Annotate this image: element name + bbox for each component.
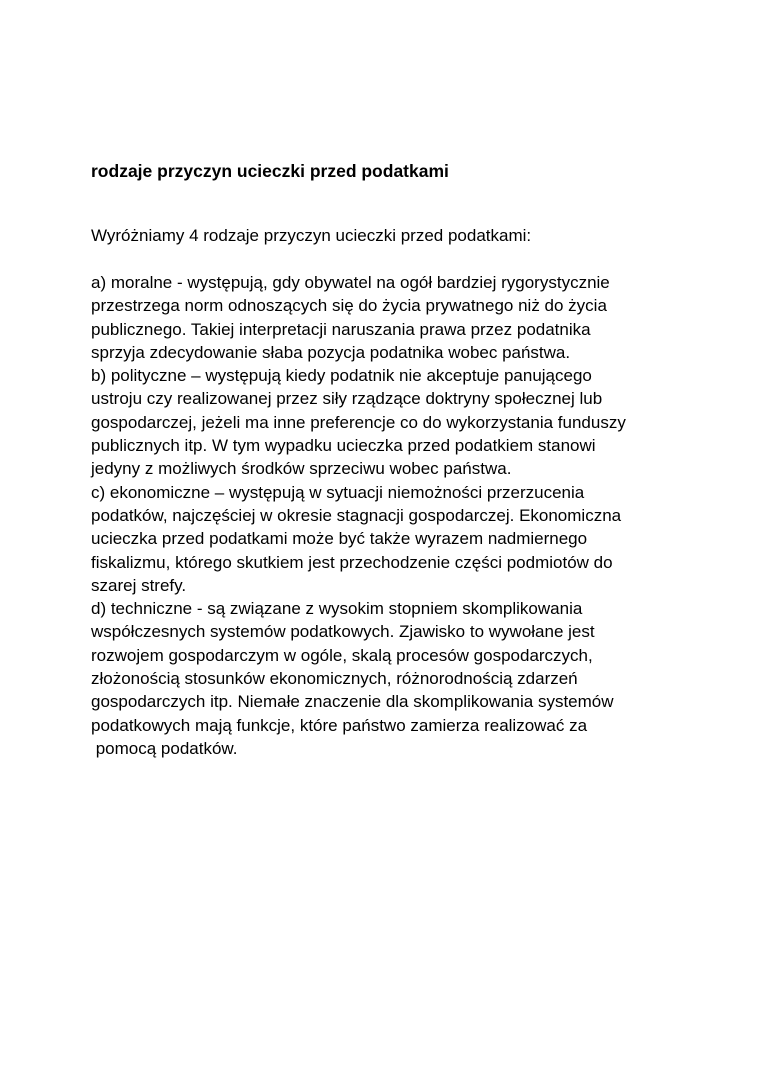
text-line: pomocą podatków.	[91, 738, 238, 758]
intro-paragraph: Wyróżniamy 4 rodzaje przyczyn ucieczki przed podatkami:	[91, 226, 532, 245]
text-line: podatkowych mają funkcje, które państwo zamierza realizować za	[91, 715, 588, 735]
text-line: sprzyja zdecydowanie słaba pozycja podatnika wobec państwa.	[91, 342, 571, 362]
text-line: rozwojem gospodarczym w ogóle, skalą procesów gospodarczych,	[91, 645, 593, 665]
text-line: jedyny z możliwych środków sprzeciwu wobec państwa.	[91, 459, 512, 479]
text-line: publicznego. Takiej interpretacji naruszania prawa przez podatnika	[91, 319, 591, 339]
text-line: przestrzega norm odnoszących się do życia prywatnego niż do życia	[91, 296, 607, 316]
text-line: gospodarczych itp. Niemałe znaczenie dla skomplikowania systemów	[91, 692, 614, 712]
document-title: rodzaje przyczyn ucieczki przed podatkami	[91, 161, 449, 181]
text-line: publicznych itp. W tym wypadku ucieczka przed podatkiem stanowi	[91, 436, 596, 456]
text-line: b) polityczne – występują kiedy podatnik nie akceptuje panującego	[91, 366, 592, 386]
text-line: ucieczka przed podatkami może być także wyrazem nadmiernego	[91, 529, 588, 549]
text-line: a) moralne - występują, gdy obywatel na ogół bardziej rygorystycznie	[91, 273, 610, 292]
body-text	[91, 271, 711, 760]
text-line: szarej strefy.	[91, 575, 187, 595]
text-line: fiskalizmu, którego skutkiem jest przechodzenie części podmiotów do	[91, 552, 613, 572]
text-line: współczesnych systemów podatkowych. Zjawisko to wywołane jest	[91, 622, 595, 642]
text-line: gospodarczej, jeżeli ma inne preferencje co do wykorzystania funduszy	[91, 412, 626, 432]
text-line: d) techniczne - są związane z wysokim stopniem skomplikowania	[91, 599, 583, 619]
text-line: ustroju czy realizowanej przez siły rządzące doktryny społecznej lub	[91, 389, 603, 409]
text-line: podatków, najczęściej w okresie stagnacji gospodarczej. Ekonomiczna	[91, 505, 622, 525]
text-line: c) ekonomiczne – występują w sytuacji niemożności przerzucenia	[91, 482, 585, 502]
document-content	[91, 160, 691, 758]
text-line: złożonością stosunków ekonomicznych, różnorodnością zdarzeń	[91, 669, 578, 689]
